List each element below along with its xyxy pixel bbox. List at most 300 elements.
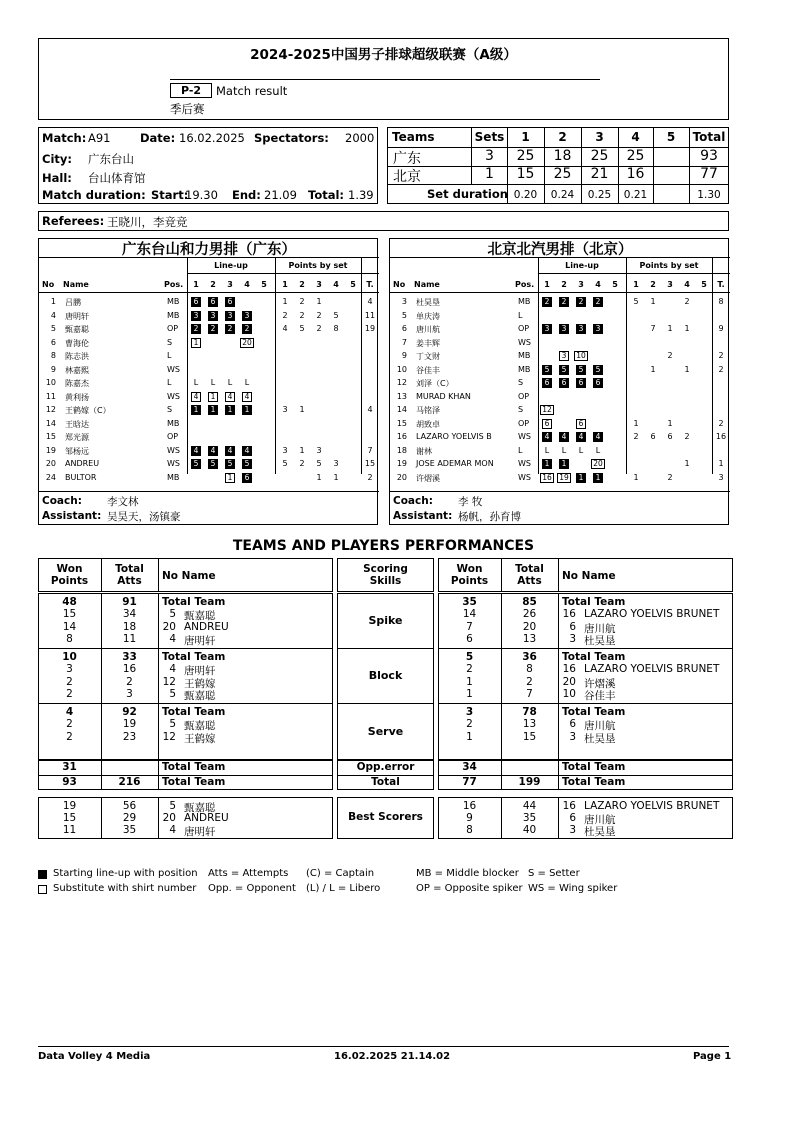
player-number: 19 [396, 459, 407, 468]
player-row [390, 418, 730, 431]
starting-position-box: 1 [559, 459, 569, 469]
player-position: S [518, 378, 524, 387]
points-set: 1 [333, 472, 339, 482]
total-atts: 13 [522, 718, 537, 731]
player-name: LAZARO YOELVIS BRUNET [584, 608, 720, 621]
won-points-label: Won Points [450, 563, 489, 587]
footer-rule [38, 1046, 729, 1047]
won-points: 7 [466, 620, 473, 633]
assistant-names: 吴昊天，汤镇豪 [107, 511, 181, 523]
best-total-atts: 29 [122, 812, 137, 824]
won-points: 1 [466, 730, 473, 743]
best-won-points: 15 [62, 812, 77, 824]
player-number: 3 [569, 632, 576, 645]
points-set: 5 [633, 297, 639, 306]
best-player-name: 唐明轩 [184, 826, 216, 838]
points-set: 1 [282, 297, 288, 306]
player-name: 姜丰辉 [416, 338, 440, 348]
total-atts: 92 [122, 706, 137, 718]
starting-position-box: 4 [593, 432, 603, 442]
points-set: 2 [667, 351, 673, 360]
points-header: Points by set [288, 261, 348, 270]
name-header: Name [414, 280, 440, 289]
referees-box [38, 211, 729, 231]
total-header: T. [366, 280, 374, 289]
legend-libero: (L) / L = Libero [306, 883, 381, 894]
home-totals [38, 760, 333, 790]
points-set-header: 2 [299, 280, 305, 289]
opp-error-home-name: Total Team [162, 761, 226, 773]
substitute-box: 1 [225, 473, 235, 483]
player-number: 14 [45, 418, 56, 428]
skill-name: Spike [368, 614, 403, 627]
match-number: A91 [88, 131, 111, 145]
player-position: MB [167, 472, 180, 482]
table-divider [101, 760, 102, 790]
player-name: Total Team [562, 651, 626, 663]
player-number: 6 [50, 337, 56, 347]
player-row [390, 472, 730, 485]
player-position: MB [518, 351, 531, 360]
player-number: 4 [50, 310, 56, 320]
score-team-home: 广东 [393, 151, 421, 167]
away-skill-block [438, 648, 733, 704]
starting-position-box: 6 [225, 297, 235, 307]
player-name: 王晗达 [65, 419, 89, 429]
player-name: 许熠溪 [584, 677, 616, 690]
player-name: MURAD KHAN [416, 391, 471, 401]
table-divider [158, 703, 159, 760]
player-name: 杜昊垦 [584, 634, 616, 647]
best-player-number: 4 [169, 824, 176, 836]
team-name-rule [39, 257, 379, 258]
score-home-set-2: 18 [553, 148, 572, 164]
table-divider [558, 648, 559, 704]
opp-error-away-name: Total Team [562, 761, 626, 773]
player-number: 5 [169, 718, 176, 731]
won-points: 2 [66, 675, 73, 688]
starting-position-box: 3 [225, 311, 235, 321]
substitute-box: 6 [576, 419, 586, 429]
player-name: 许熠溪 [416, 473, 440, 483]
player-name: 胡致卓 [416, 419, 440, 429]
player-total: 9 [718, 324, 724, 333]
starting-position-box: 2 [559, 297, 569, 307]
points-set: 1 [633, 418, 639, 428]
player-name: 唐明轩 [184, 665, 216, 678]
player-name: 陈志洪 [65, 352, 89, 361]
coach-name: 李 牧 [458, 496, 483, 508]
starting-position-box: 2 [242, 324, 252, 334]
player-number: 20 [162, 620, 176, 633]
points-set: 1 [667, 324, 673, 333]
player-number: 12 [45, 405, 56, 414]
set-duration-label: Set duration [427, 187, 508, 201]
table-divider [558, 558, 559, 592]
points-set-header: 5 [701, 280, 707, 289]
total-atts: 26 [522, 608, 537, 621]
score-home-set-3: 25 [590, 148, 609, 164]
player-row [39, 472, 379, 485]
player-number: 10 [562, 687, 576, 700]
player-row [390, 310, 730, 323]
player-number: 14 [396, 405, 407, 414]
skill-name: Serve [367, 724, 404, 738]
player-name: 谢林 [416, 446, 432, 456]
player-number: 1 [50, 297, 56, 306]
no-name-header: No Name [162, 570, 216, 582]
player-name: 王鹤嫁（C） [65, 406, 111, 415]
table-divider [158, 593, 159, 649]
starting-position-box: 2 [542, 297, 552, 307]
score-away-set-3: 21 [590, 166, 609, 182]
starting-position-box: 3 [242, 311, 252, 321]
best-total-atts: 35 [522, 812, 537, 824]
skill-block [337, 648, 434, 704]
table-divider [158, 648, 159, 704]
totals-skill [337, 760, 434, 790]
starting-position-box: 1 [208, 405, 218, 415]
won-points: 14 [462, 608, 477, 621]
table-divider [558, 593, 559, 649]
points-set: 2 [299, 310, 305, 320]
best-won-points: 19 [62, 800, 77, 812]
title-rule [170, 79, 600, 80]
match-label: Match: [42, 131, 87, 145]
no-name-header: No Name [562, 570, 616, 582]
total-atts: 16 [122, 663, 137, 676]
player-number: 16 [396, 432, 407, 441]
player-name: 谷佳丰 [416, 365, 440, 375]
substitute-box: 6 [542, 419, 552, 429]
points-set: 2 [684, 432, 690, 441]
table-divider [501, 703, 502, 760]
substitute-box: 4 [191, 392, 201, 402]
best-player-name: 唐川航 [584, 814, 616, 826]
points-set: 1 [684, 364, 690, 374]
player-name: LAZARO YOELVIS B [416, 432, 492, 441]
points-set: 2 [633, 432, 639, 441]
lineup-set-header: 1 [544, 280, 550, 289]
player-number: 9 [401, 351, 407, 360]
points-set: 5 [316, 459, 322, 468]
player-position: WS [167, 445, 180, 455]
starting-position-box: 1 [593, 473, 603, 483]
lineup-set-header: 3 [578, 280, 584, 289]
score-away-total: 77 [700, 166, 718, 182]
best-player-number: 3 [569, 824, 576, 836]
player-row [39, 391, 379, 404]
player-name: ANDREU [184, 620, 229, 633]
score-header-set-5: 5 [666, 130, 676, 144]
assistant-names: 杨帆，孙育博 [458, 511, 521, 523]
won-points: 48 [62, 596, 77, 608]
opp-error-home: 31 [62, 761, 77, 773]
table-divider [101, 558, 102, 592]
player-number: 4 [169, 632, 176, 645]
pos-header: Pos. [515, 280, 535, 289]
points-set: 6 [667, 432, 673, 441]
player-name: LAZARO YOELVIS BRUNET [584, 663, 720, 676]
won-points: 2 [66, 687, 73, 700]
best-won-points: 11 [62, 824, 77, 836]
player-position: WS [518, 337, 531, 347]
header-rule-1 [187, 273, 379, 274]
skill-block [337, 593, 434, 649]
player-total: 11 [364, 310, 376, 320]
player-number: 6 [569, 620, 576, 633]
starting-position-box: 5 [225, 459, 235, 469]
city-value: 广东台山 [88, 152, 134, 166]
player-number: 3 [569, 730, 576, 743]
player-row [390, 404, 730, 417]
player-position: WS [518, 472, 531, 482]
page-title: 2024-2025中国男子排球超级联赛（A级） [250, 47, 517, 63]
set-duration-4: 0.21 [623, 189, 648, 201]
best-player-name: LAZARO YOELVIS BRUNET [584, 800, 720, 812]
player-total: 2 [718, 351, 724, 360]
won-points: 4 [65, 706, 74, 718]
player-total: 19 [364, 324, 376, 333]
team-name: 北京北汽男排（北京） [487, 242, 633, 258]
scoring-skills-header: Scoring Skills [363, 563, 408, 587]
player-name: ANDREU [65, 459, 100, 468]
home-skill-block [38, 703, 333, 760]
points-set: 1 [684, 324, 690, 333]
starting-position-box: 2 [225, 324, 235, 334]
score-header-set-4: 4 [631, 130, 640, 144]
best-player-name: 杜昊垦 [584, 826, 616, 838]
player-number: 24 [45, 472, 56, 482]
legend-mb: MB = Middle blocker [416, 868, 519, 879]
points-header: Points by set [639, 261, 699, 270]
total-atts: 78 [522, 706, 537, 718]
points-set: 8 [333, 324, 339, 333]
lineup-set-header: 2 [561, 280, 567, 289]
starting-position-box: 5 [559, 365, 569, 375]
points-set: 1 [667, 418, 673, 428]
player-number: 7 [401, 337, 407, 347]
table-divider [558, 760, 559, 790]
away-best-scorers [438, 797, 733, 839]
player-total: 1 [718, 459, 724, 468]
starting-position-box: 3 [576, 324, 586, 334]
header-box [38, 38, 729, 120]
starting-position-box: 3 [542, 324, 552, 334]
total-home-atts: 216 [118, 776, 141, 788]
start-value: 19.30 [185, 188, 218, 202]
coach-name: 李文林 [107, 496, 139, 508]
match-info-box [38, 127, 378, 204]
assistant-label: Assistant: [393, 510, 453, 522]
score-away-set-2: 25 [553, 166, 572, 182]
player-name: 谷佳丰 [584, 689, 616, 702]
table-divider [501, 558, 502, 592]
libero-mark: L [578, 445, 584, 455]
libero-mark: L [227, 378, 233, 387]
player-name: 王鹤嫁 [184, 677, 216, 690]
score-team-away: 北京 [393, 169, 421, 185]
starting-position-box: 4 [242, 446, 252, 456]
table-rule [38, 775, 333, 776]
match-date: 16.02.2025 [179, 131, 245, 145]
player-row [390, 323, 730, 336]
player-name: Total Team [162, 596, 226, 608]
score-home-total: 93 [700, 148, 718, 164]
spectators-label: Spectators: [254, 131, 329, 145]
player-number: 5 [50, 324, 56, 333]
player-number: 15 [45, 432, 56, 441]
total-atts: 11 [122, 632, 137, 645]
total-label: Total [371, 776, 400, 788]
total-atts: 85 [522, 596, 537, 608]
player-position: OP [518, 418, 530, 428]
player-position: MB [167, 297, 180, 306]
player-row [39, 431, 379, 444]
starting-position-box: 3 [208, 311, 218, 321]
table-divider [501, 648, 502, 704]
best-won-points: 16 [462, 800, 477, 812]
starting-position-box: 4 [225, 446, 235, 456]
legend-substitute: Substitute with shirt number [53, 883, 197, 894]
points-set: 2 [299, 459, 305, 468]
starting-position-box: 5 [576, 365, 586, 375]
points-set: 3 [316, 445, 322, 455]
starting-position-box: 6 [593, 378, 603, 388]
starting-position-box: 2 [593, 297, 603, 307]
points-set: 1 [650, 364, 656, 374]
won-points-label: Won Points [50, 563, 89, 587]
legend-atts: Atts = Attempts [208, 868, 289, 879]
player-row [39, 310, 379, 323]
player-row [390, 377, 730, 390]
table-divider [501, 593, 502, 649]
best-player-name: ANDREU [184, 812, 229, 824]
player-number: 5 [169, 687, 176, 700]
starting-position-box: 4 [559, 432, 569, 442]
lineup-set-header: 4 [595, 280, 601, 289]
player-row [390, 445, 730, 458]
player-name: 甄嘉聪 [184, 689, 216, 702]
points-set-header: 4 [684, 280, 690, 289]
legend-captain: (C) = Captain [306, 868, 375, 879]
starting-position-box: 3 [191, 311, 201, 321]
player-position: MB [167, 418, 180, 428]
best-won-points: 8 [466, 824, 473, 836]
player-row [390, 350, 730, 363]
referees-names: 王晓川，李竞竞 [107, 215, 188, 229]
best-player-name: 甄嘉聪 [184, 802, 216, 814]
opp-error-label: Opp.error [356, 761, 415, 773]
starting-position-box: 6 [191, 297, 201, 307]
player-number: 3 [401, 297, 407, 306]
points-set-header: 1 [633, 280, 639, 289]
home-best-scorers [38, 797, 333, 839]
no-header: No [393, 280, 406, 289]
score-home-set-1: 25 [516, 148, 535, 164]
footer-timestamp: 16.02.2025 21.14.02 [334, 1051, 451, 1062]
player-name: 唐川航 [416, 325, 440, 334]
end-label: End: [232, 188, 261, 202]
score-table [387, 127, 729, 204]
player-total: 2 [718, 418, 724, 428]
player-row [390, 431, 730, 444]
player-position: WS [167, 459, 180, 468]
won-points: 3 [465, 706, 474, 718]
player-name: 唐川航 [584, 622, 616, 635]
libero-mark: L [210, 378, 216, 387]
home-skill-block [38, 593, 333, 649]
starting-position-box: 5 [542, 365, 552, 375]
points-set: 2 [282, 310, 288, 320]
best-player-number: 5 [169, 800, 176, 812]
player-name: 丁文财 [416, 352, 440, 361]
starting-position-box: 5 [191, 459, 201, 469]
points-set: 1 [299, 405, 305, 414]
name-header: Name [63, 280, 89, 289]
player-name: 陈嘉杰 [65, 379, 89, 388]
substitute-box: 12 [540, 405, 554, 415]
player-number: 13 [396, 391, 407, 401]
player-name: 单庆涛 [416, 311, 440, 321]
player-total: 4 [367, 297, 373, 306]
points-set: 3 [282, 405, 288, 414]
starting-position-box: 5 [208, 459, 218, 469]
doc-code: P-2 [170, 83, 212, 98]
player-number: 12 [162, 730, 176, 743]
table-divider [101, 797, 102, 839]
player-name: 杜昊垦 [584, 732, 616, 745]
table-divider [501, 797, 502, 839]
lineup-set-header: 5 [261, 280, 267, 289]
points-set: 1 [633, 472, 639, 482]
player-number: 10 [396, 364, 407, 374]
libero-mark: L [561, 445, 567, 455]
best-player-number: 20 [162, 812, 176, 824]
player-number: 6 [401, 324, 407, 333]
set-duration-2: 0.24 [550, 189, 575, 201]
coach-label: Coach: [393, 495, 433, 507]
starting-position-box: 4 [576, 432, 586, 442]
score-header-set-3: 3 [595, 130, 604, 144]
set-duration-3: 0.25 [587, 189, 612, 201]
lineup-header: Line-up [214, 261, 248, 270]
player-number: 6 [569, 718, 576, 731]
player-number: 12 [396, 378, 407, 387]
points-set-header: 5 [350, 280, 356, 289]
player-row [39, 296, 379, 309]
score-away-set-4: 16 [626, 166, 645, 182]
total-atts: 8 [526, 663, 533, 676]
score-header-total: Total [692, 130, 726, 144]
substitute-box: 1 [191, 338, 201, 348]
player-total: 15 [364, 459, 376, 468]
performance-title: TEAMS AND PLAYERS PERFORMANCES [232, 538, 535, 554]
player-name: 王鹤嫁 [184, 732, 216, 745]
total-away-name: Total Team [562, 776, 626, 788]
table-divider [501, 760, 502, 790]
table-divider [158, 760, 159, 790]
away-perf-header [438, 558, 733, 592]
player-name: 邹杨远 [65, 446, 89, 456]
player-row [39, 337, 379, 350]
player-position: OP [518, 391, 530, 401]
points-set: 1 [316, 297, 322, 306]
player-position: OP [167, 324, 179, 333]
lineup-set-header: 5 [612, 280, 618, 289]
total-atts: 34 [122, 608, 137, 621]
substitute-swatch [38, 885, 47, 894]
